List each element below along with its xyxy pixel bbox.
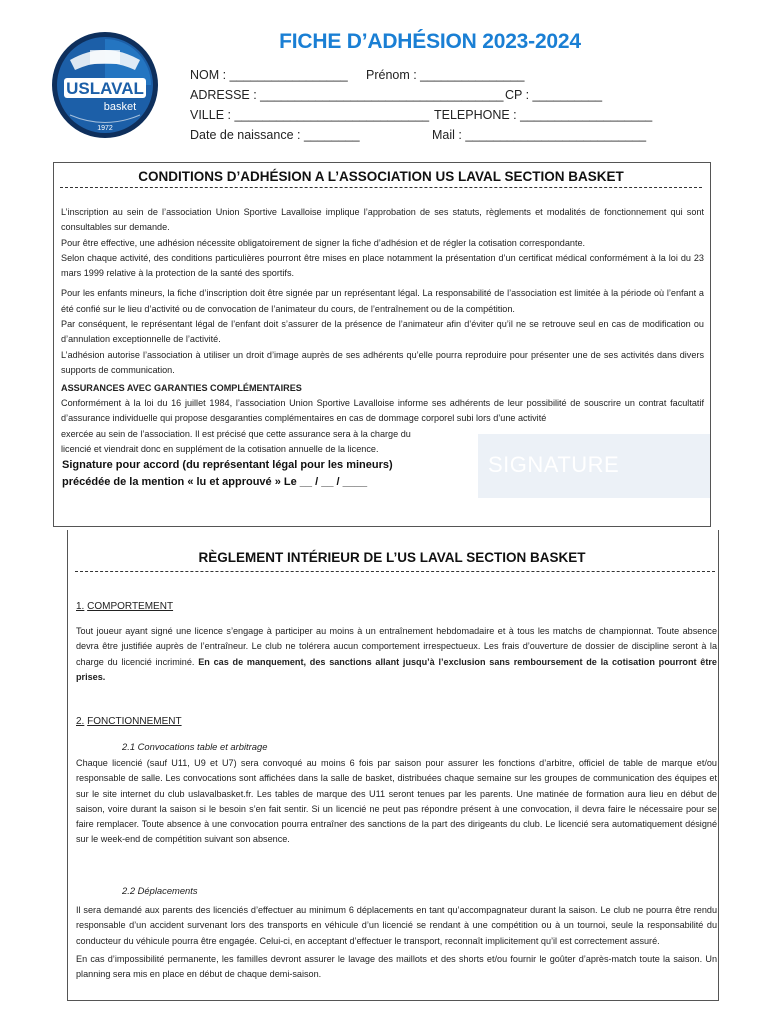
nom-field[interactable]: NOM : _________________ <box>190 68 348 82</box>
assurances-title: ASSURANCES AVEC GARANTIES COMPLÉMENTAIRES <box>61 383 302 393</box>
date-naissance-field[interactable]: Date de naissance : ________ <box>190 128 360 142</box>
section-1-title: COMPORTEMENT <box>87 601 174 612</box>
adresse-field[interactable]: ADRESSE : ___________________________________ <box>190 88 504 102</box>
section-2-heading <box>76 716 182 727</box>
section-1-number: 1. <box>76 601 85 612</box>
section-2-number: 2. <box>76 716 85 727</box>
conditions-paragraph: Selon chaque activité, des conditions particulières pourront être mises en place notamment la présentation d’un certificat médical conformément à la loi du 23 mars 1999 relative à la protection de la santé des sportifs. <box>61 252 704 279</box>
section-2-2-title: 2.2 Déplacements <box>122 885 198 896</box>
conditions-text <box>61 205 704 378</box>
section-2-2-paragraph: Il sera demandé aux parents des licenciés d’effectuer au minimum 6 déplacements en tant qu’accompagnateur durant la saison. Le club ne pourra être rendu responsable d’un accident survenant lors des transports en véhicule d’un licencié se rendant à une compétition ou à un tournoi, seule la responsabilité du conducteur du véhicule pourra être engagée. Celui-ci, en acceptant d’effectuer le transport, reconnaît implicitement qu’il est correctement assuré. <box>76 905 717 946</box>
page-title: FICHE D’ADHÉSION 2023-2024 <box>279 30 581 53</box>
conditions-title: CONDITIONS D’ADHÉSION A L’ASSOCIATION US LAVAL SECTION BASKET <box>138 169 624 184</box>
signature-instructions <box>62 457 482 491</box>
section-1-sanctions: En cas de manquement, des sanctions allant jusqu’à l’exclusion sans remboursement de la cotisation pourront être prises. <box>76 656 717 682</box>
section-2-2-text <box>76 903 717 982</box>
assurances-paragraph: Conformément à la loi du 16 juillet 1984, l’association Union Sportive Lavalloise informe ses adhérents de leur possibilité de souscrire un contrat facultatif d’assurance individuelle qui propose desgaranties complémentaires en cas de dommage corporel subi lors d’une activité <box>61 398 704 424</box>
section-2-1-text: Chaque licencié (sauf U11, U9 et U7) sera convoqué au moins 6 fois par saison pour assurer les fonctions d’arbitre, officiel de table de marque et/ou responsable de salle. Les convocations sont affichées dans la salle de basket, distribuées chaque semaine sur les groupes de communication des équipes et sur le site internet du club uslavalbasket.fr. Les tables de marque des U11 seront tenues par les parents. Une matinée de formation aura lieu en début de saison, voire durant la saison si le besoin s’en fait sentir. Si un licencié ne peut pas répondre présent à une convocation, il devra faire le nécessaire pour se faire remplacer. Toute absence à une convocation pourra entraîner des sanctions de la part des dirigeants du club. Le licencié sera automatiquement désigné sur le week-end de compétition suivant son absence. <box>76 758 717 845</box>
reglement-title: RÈGLEMENT INTÉRIEUR DE L’US LAVAL SECTION BASKET <box>198 550 586 565</box>
conditions-paragraph: Pour les enfants mineurs, la fiche d’inscription doit être signée par un représentant légal. La responsabilité de l’association est limitée à la période où l’enfant a été confié sur le lieu d’activité ou de convocation de l’animateur du cours, de l’entraînement ou de la compétition. <box>61 288 704 314</box>
logo-wordmark: USLAVAL <box>66 79 144 98</box>
conditions-paragraph: Par conséquent, le représentant légal de l’enfant doit s’assurer de la présence de l’animateur afin d’éviter qu’il ne se retrouve seul en cas de modification ou d’annulation exceptionnelle de l’activité. <box>61 319 704 345</box>
conditions-paragraph: Pour être effective, une adhésion nécessite obligatoirement de signer la fiche d’adhésion et de régler la cotisation correspondante. <box>61 237 586 248</box>
ville-field[interactable]: VILLE : ____________________________ <box>190 108 430 122</box>
section-2-2-paragraph: En cas d’impossibilité permanente, les familles devront assurer le lavage des maillots et des shorts et/ou fournir le goûter d’après-match toute la saison. Un planning sera mis en place en début de chaque demi-saison. <box>76 953 717 980</box>
conditions-paragraph: L’inscription au sein de l’association Union Sportive Lavalloise implique l’approbation de ses statuts, règlements et modalités de fonctionnement qui sont consultables sur demande. <box>61 207 704 233</box>
assurances-paragraph: exercée au sein de l’association. Il est précisé que cette assurance sera à la charge du <box>61 428 411 439</box>
section-1-text <box>76 624 717 685</box>
cp-field[interactable]: CP : __________ <box>505 88 603 102</box>
logo-year: 1972 <box>97 125 113 132</box>
club-logo <box>50 30 160 140</box>
telephone-field[interactable]: TELEPHONE : ___________________ <box>434 108 653 122</box>
prenom-field[interactable]: Prénom : _______________ <box>366 68 525 82</box>
conditions-paragraph: L’adhésion autorise l’association à utiliser un droit d’image auprès de ses adhérents qu’elle pourra reproduire pour présenter une de ses activités dans divers supports de communication. <box>61 349 704 375</box>
signature-line-2[interactable]: précédée de la mention « lu et approuvé » Le __ / __ / ____ <box>62 476 368 488</box>
mail-field[interactable]: Mail : __________________________ <box>432 128 647 142</box>
logo-basket-text: basket <box>103 101 137 113</box>
reglement-divider <box>75 571 715 572</box>
section-2-title: FONCTIONNEMENT <box>87 716 182 727</box>
assurances-paragraph: licencié et viendrait donc en supplément de la cotisation annuelle de la licence. <box>61 443 379 454</box>
signature-line-1: Signature pour accord (du représentant légal pour les mineurs) <box>62 459 393 471</box>
signature-box-label: SIGNATURE <box>488 452 620 477</box>
section-2-1-title: 2.1 Convocations table et arbitrage <box>122 741 268 752</box>
section-1-paragraph: Tout joueur ayant signé une licence s’engage à participer au moins à un entraînement hebdomadaire et à tous les matchs de championnat. Toute absence devra être justifiée auprès de l’entraîneur. Le club ne tolérera aucun comportement irrespectueux. Les frais d’ouverture de dossier de discipline seront à la charge du licencié incriminé. <box>76 626 717 667</box>
signature-box[interactable] <box>478 434 710 498</box>
conditions-divider <box>60 187 702 188</box>
section-1-heading <box>76 601 173 612</box>
